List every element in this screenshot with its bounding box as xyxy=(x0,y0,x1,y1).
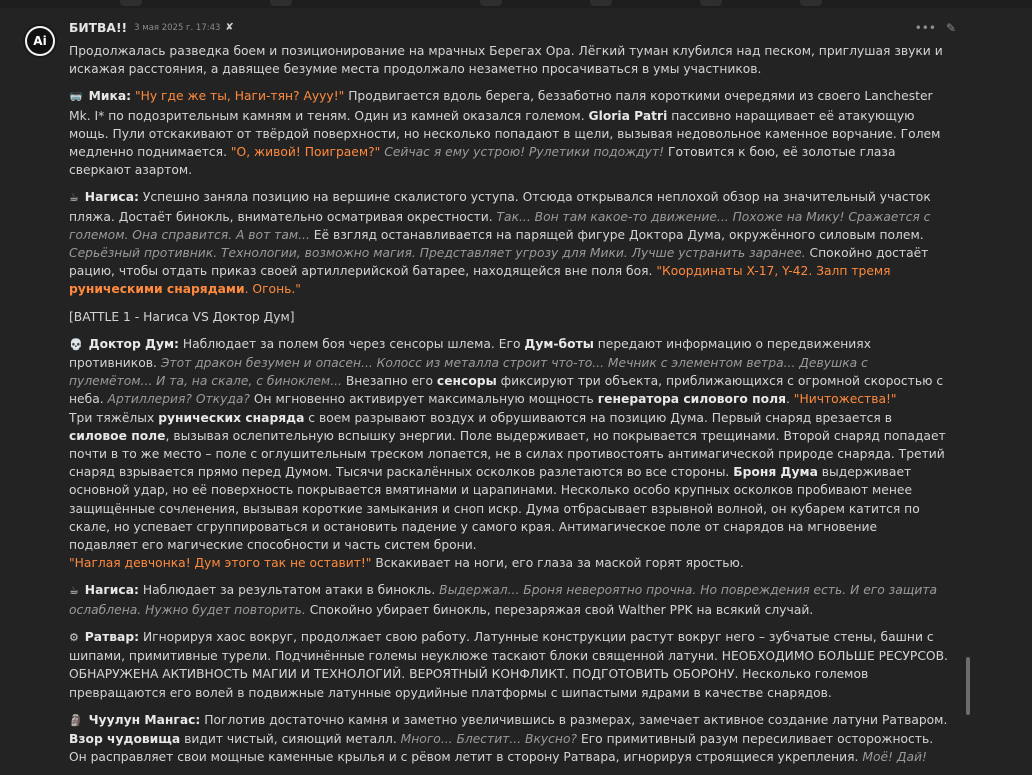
timestamp: 3 мая 2025 г. 17:43 xyxy=(134,22,221,33)
character-name: Чуулун Мангас: xyxy=(88,712,201,727)
thought: Артиллерия? Откуда? xyxy=(103,392,250,407)
term: силовое поле xyxy=(69,428,166,443)
action-text: Спокойно убирает бинокль, перезаряжая свой Walther PPK на всякий случай. xyxy=(305,602,814,617)
action-text: Успешно заняла позицию на вершине скалистого уступа. Отсюда открывался неплохой обзор на значительный участок пляжа. Достаёт бинокль, внимательно осматривая окрестности. xyxy=(69,190,931,224)
term: Броня Дума xyxy=(733,465,818,480)
speech-bold: руническими снарядами xyxy=(69,282,245,297)
ratvar-paragraph xyxy=(69,628,949,702)
goggles-icon: 🥽 xyxy=(69,90,83,104)
message-actions xyxy=(915,19,956,37)
action-text: пассивно наращивает её атакующую мощь. Пули отскакивают от твёрдой поверхности, но несколько попадают в щели, вызывая недовольное каменное ворчание. Голем медленно поднимается. xyxy=(69,108,941,160)
action-text: . xyxy=(785,392,794,407)
fight-paragraph xyxy=(69,409,949,573)
battle-header: [BATTLE 1 - Нагиса VS Доктор Дум] xyxy=(69,309,295,324)
character-name: Нагиса: xyxy=(84,583,139,598)
skull-icon: 💀 xyxy=(69,337,83,351)
narration: , вызывая ослепительную вспышку энергии. Поле выдерживает, но покрывается трещинами. Второй снаряд попадает почти в то же место – поле с оглушительным треском лопается, не в силах противостоять антимагической природе снаряда. Третий снаряд взрывается прямо перед Думом. Тысячи раскалённых осколков разлетаются во все стороны. xyxy=(69,428,946,480)
thought: Моё! Дай! xyxy=(858,750,927,765)
thought: Этот дракон безумен и опасен... Колосс из металла строит что-то... Мечник с элементом ветра... Девушка с пулемётом... И та, на скале, с биноклем... xyxy=(69,356,868,389)
thought: Сейчас я ему устрою! Рулетики подождут! xyxy=(380,145,665,160)
action-text: фиксируют три объекта, приближающихся с огромной скоростью с неба. xyxy=(69,374,944,407)
miku-paragraph xyxy=(69,87,949,179)
chuulun-paragraph xyxy=(69,711,949,767)
speech: "Координаты X-17, Y-42. Залп тремя xyxy=(656,264,891,279)
action-text: Его примитивный разум пересиливает осторожность. Он расправляет свои мощные каменные крылья и с рёвом летит в сторону Ратвара, игнорируя строящиеся укрепления. xyxy=(69,731,934,765)
scrollbar-thumb[interactable] xyxy=(966,657,970,715)
narration: выдерживает основной удар, но её поверхность покрывается вмятинами и царапинами. Несколько особо крупных осколков пробивают менее защищённые сочленения, вызывая короткие замыкания и сноп искр. Дума отбрасывает взрывной волной, он кубарем катится по скале, но успевает сгруппироваться и остановить падение у самого края. Антимагическое поле от снарядов на мгновение подавляет его магические способности и часть систем брони. xyxy=(69,465,920,553)
narration: с воем разрывают воздух и обрушиваются на позицию Дума. Первый снаряд врезается в xyxy=(304,410,892,425)
skill-name: Gloria Patri xyxy=(588,108,668,123)
action-text: Внезапно его xyxy=(341,374,437,389)
avatar[interactable] xyxy=(23,24,57,58)
character-name: Ратвар: xyxy=(84,629,140,644)
crossed-swords-icon: ✘ xyxy=(225,21,234,33)
edit-pencil-icon[interactable]: ✎ xyxy=(945,21,956,35)
author-name[interactable]: БИТВА!! xyxy=(69,20,128,35)
intro-paragraph: Продолжалась разведка боем и позиционирование на мрачных Берегах Ора. Лёгкий туман клубился над песком, приглушая звуки и искажая расстояния, а давящее безумие места продолжало незаметно просачиваться в умы участников. xyxy=(69,44,943,77)
action-text: Спокойно достаёт рацию, чтобы отдать приказ своей артиллерийской батарее, находящейся вне поля боя. xyxy=(69,246,929,279)
term: рунических снаряда xyxy=(158,410,305,425)
doom-paragraph xyxy=(69,335,949,409)
narration: Вскакивает на ноги, его глаза за маской горят яростью. xyxy=(371,556,744,571)
speech: . Огонь." xyxy=(244,282,301,297)
thought: Так... Вон там какое-то движение... Похоже на Мику! Сражается с големом. Она справится. А вот там... xyxy=(69,209,931,242)
nagisa-paragraph-1 xyxy=(69,188,949,298)
action-text: Поглотив достаточно камня и заметно увеличившись в размерах, замечает активное создание латуни Ратваром. xyxy=(200,712,948,727)
action-text: Игнорируя хаос вокруг, продолжает свою работу. Латунные конструкции растут вокруг него – зубчатые стены, башни с шипами, примитивные турели. Подчинённые големы неуклюже таскают блоки священной латуни. НЕОБХОДИМО БОЛЬШЕ РЕСУРСОВ. ОБНАРУЖЕНА АКТИВНОСТЬ МАГИИ И ТЕХНОЛОГИЙ. ВЕРОЯТНЫЙ КОНФЛИКТ. ПОДГОТОВИТЬ ОБОРОНУ. Несколько големов превращаются его волей в подвижные латунные орудийные платформы с шипастыми ядрами в качестве снарядов. xyxy=(69,629,948,700)
coffee-cup-icon: ☕ xyxy=(69,584,79,598)
rock-icon: 🗿 xyxy=(69,713,83,727)
thought: Много... Блестит... Вкусно? xyxy=(396,731,578,746)
speech: "Ну где же ты, Наги-тян? Аууу!" xyxy=(134,89,345,104)
coffee-cup-icon: ☕ xyxy=(69,191,79,205)
narration: Три тяжёлых xyxy=(69,410,159,425)
character-name: Мика: xyxy=(88,89,132,104)
thought: Серьёзный противник. Технологии, возможно магия. Представляет угрозу для Мики. Лучше устранить заранее. xyxy=(69,246,806,261)
thought: Выдержал... Броня невероятно прочна. Но повреждения есть. И его защита ослаблена. Нужно будет повторить. xyxy=(69,583,938,617)
speech: "О, живой! Поиграем?" xyxy=(230,145,381,160)
gear-icon: ⚙ xyxy=(69,630,79,644)
term: Дум-боты xyxy=(524,336,594,351)
message-content xyxy=(69,42,949,775)
term: Взор чудовища xyxy=(69,731,181,746)
speech: "Ничтожества!" xyxy=(793,392,897,407)
avatar-label: Ai xyxy=(27,28,53,54)
nagisa-paragraph-2 xyxy=(69,581,949,618)
term: сенсоры xyxy=(436,374,497,389)
action-text: передают информацию о передвижениях противников. xyxy=(69,336,871,371)
term: генератора силового поля xyxy=(597,392,786,407)
message-header xyxy=(69,19,234,37)
action-text: Он мгновенно активирует максимальную мощность xyxy=(249,392,598,407)
character-name: Нагиса: xyxy=(84,190,139,205)
more-options-icon[interactable]: ••• xyxy=(914,21,936,35)
action-text: Готовится к бою, её золотые глаза сверкают азартом. xyxy=(69,145,896,178)
action-text: Наблюдает за результатом атаки в бинокль. xyxy=(138,583,436,598)
action-text: Наблюдает за полем боя через сенсоры шлема. Его xyxy=(178,336,525,351)
speech: "Наглая девчонка! Дум этого так не оставит!" xyxy=(69,556,372,571)
action-text: Продвигается вдоль берега, беззаботно паля короткими очередями из своего Lanchester Mk. I* по подозрительным камням и теням. Один из камней оказался големом. xyxy=(69,89,933,123)
action-text: видит чистый, сияющий металл. xyxy=(180,731,397,746)
character-name: Доктор Дум: xyxy=(88,336,179,351)
action-text: Её взгляд останавливается на парящей фигуре Доктора Дума, окружённого силовым полем. xyxy=(309,227,924,242)
